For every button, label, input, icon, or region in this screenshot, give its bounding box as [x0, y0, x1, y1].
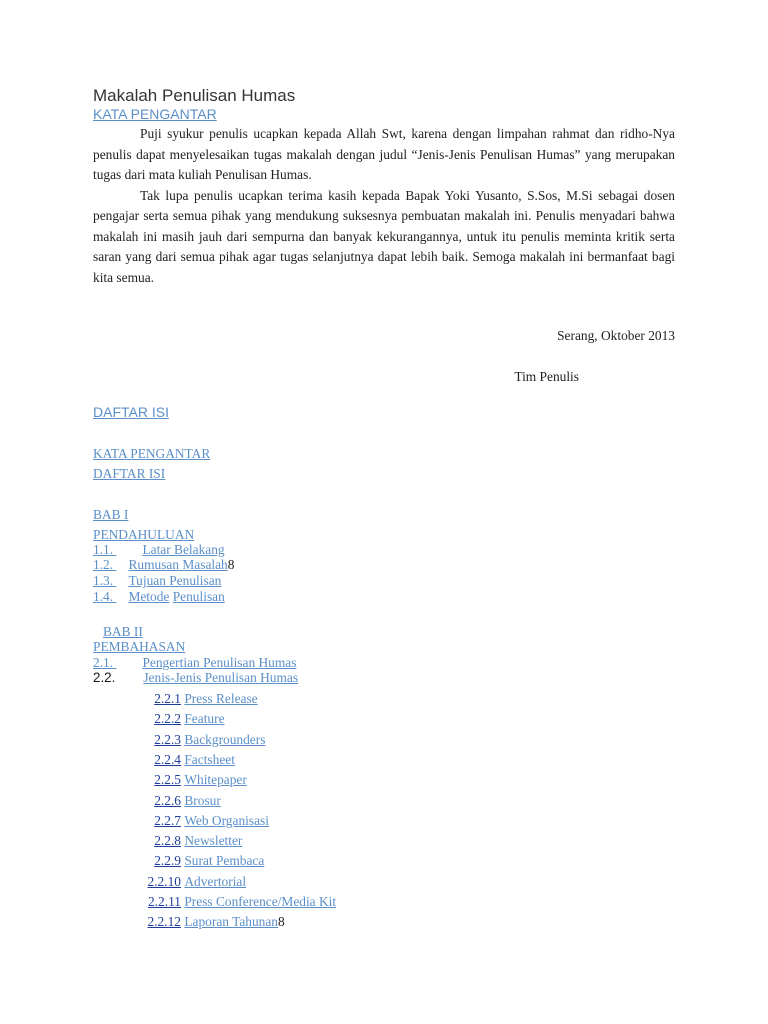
toc-sub-label[interactable]: Press Conference/Media Kit — [184, 894, 337, 909]
place-date: Serang, Oktober 2013 — [557, 328, 675, 343]
toc-page-1-2: 8 — [227, 557, 235, 572]
toc-sub-num[interactable]: 2.2.8 — [154, 833, 181, 849]
daftar-isi-heading-link[interactable]: DAFTAR ISI — [93, 404, 169, 420]
toc-sub-label[interactable]: Whitepaper — [184, 772, 247, 788]
toc-num-1-3[interactable]: 1.3. — [93, 573, 114, 588]
toc-sub-row[interactable] — [93, 691, 258, 707]
toc-sub-row[interactable] — [93, 711, 225, 727]
toc-sub-row[interactable] — [93, 833, 242, 849]
toc-label-2-1[interactable]: Pengertian Penulisan Humas — [142, 655, 297, 670]
toc-sub-row[interactable] — [93, 793, 221, 809]
toc-sub-label[interactable]: Backgrounders — [184, 731, 266, 747]
toc-sub-row[interactable] — [93, 752, 235, 768]
toc-row-2-1[interactable] — [93, 655, 296, 671]
toc-sub-label[interactable]: Laporan Tahunan — [184, 914, 278, 930]
toc-sub-row[interactable] — [93, 914, 285, 930]
author-signature: Tim Penulis — [514, 369, 579, 384]
toc-sub-row[interactable] — [93, 772, 247, 788]
toc-sub-row[interactable] — [93, 874, 246, 890]
toc-label-1-4b[interactable]: Penulisan — [172, 589, 225, 604]
toc-row-1-4[interactable] — [93, 589, 225, 605]
toc-sub-label[interactable]: Newsletter — [184, 833, 243, 849]
toc-sub-num[interactable]: 2.2.6 — [154, 792, 181, 808]
toc-sub-num[interactable]: 2.2.7 — [154, 812, 181, 828]
toc-row-1-3[interactable] — [93, 573, 221, 589]
toc-sub-label[interactable]: Press Release — [184, 691, 258, 706]
toc-sub-row[interactable] — [93, 894, 336, 910]
toc-sub-row[interactable] — [93, 853, 264, 869]
toc-kata-pengantar-link[interactable]: KATA PENGANTAR — [93, 446, 211, 461]
toc-num-1-1[interactable]: 1.1. — [93, 542, 114, 557]
toc-pembahasan-link[interactable]: PEMBAHASAN — [93, 639, 186, 654]
preface-paragraph-1: Puji syukur penulis ucapkan kepada Allah Swt, karena dengan limpahan rahmat dan ridho-Nya penulis dapat menyelesaikan tugas makalah dengan judul “Jenis-Jenis Penulisan Humas” yang merupakan tugas dari mata kuliah Penulisan Humas. — [93, 126, 675, 182]
toc-sub-num[interactable]: 2.2.2 — [154, 711, 181, 727]
toc-label-1-4a[interactable]: Metode — [128, 589, 170, 604]
toc-sub-num[interactable]: 2.2.3 — [154, 731, 181, 747]
toc-sub-num[interactable]: 2.2.4 — [154, 751, 181, 767]
toc-bab1-link[interactable]: BAB I — [93, 507, 129, 522]
toc-sub-num[interactable]: 2.2.12 — [147, 914, 181, 930]
toc-sub-label[interactable]: Brosur — [184, 792, 221, 808]
toc-sub-label[interactable]: Factsheet — [184, 751, 235, 767]
preface-paragraph-2: Tak lupa penulis ucapkan terima kasih kepada Bapak Yoki Yusanto, S.Sos, M.Si sebagai dosen pengajar serta semua pihak yang mendukung suksesnya pembuatan makalah ini. Penulis menyadari bahwa makalah ini masih jauh dari sempurna dan banyak kekurangannya, untuk itu penulis meminta kritik serta saran yang dari semua pihak agar tugas selanjutnya dapat lebih baik. Semoga makalah ini bermanfaat bagi kita semua. — [93, 187, 675, 285]
toc-sub-label[interactable]: Feature — [184, 711, 225, 727]
toc-num-1-2[interactable]: 1.2. — [93, 557, 114, 572]
toc-sub-num[interactable]: 2.2.11 — [148, 894, 181, 909]
toc-sub-label[interactable]: Advertorial — [184, 873, 247, 889]
toc-sub-num[interactable]: 2.2.10 — [147, 873, 181, 889]
kata-pengantar-heading-link[interactable]: KATA PENGANTAR — [93, 106, 217, 122]
toc-sub-num[interactable]: 2.2.1 — [154, 691, 181, 706]
toc-sub-label[interactable]: Web Organisasi — [184, 812, 269, 828]
toc-row-1-1[interactable] — [93, 542, 225, 558]
document-title: Makalah Penulisan Humas — [93, 86, 296, 105]
toc-num-2-1[interactable]: 2.1. — [93, 655, 114, 670]
toc-label-1-3[interactable]: Tujuan Penulisan — [128, 573, 222, 588]
preface-body — [93, 124, 675, 288]
toc-sub-num[interactable]: 2.2.9 — [154, 853, 181, 869]
toc-pendahuluan-link[interactable]: PENDAHULUAN — [93, 527, 195, 542]
toc-sub-row[interactable] — [93, 813, 269, 829]
toc-sub-row[interactable] — [93, 732, 265, 748]
toc-label-1-2[interactable]: Rumusan Masalah — [128, 557, 228, 572]
toc-label-1-1[interactable]: Latar Belakang — [142, 542, 225, 557]
toc-label-2-2[interactable]: Jenis-Jenis Penulisan Humas — [143, 670, 299, 685]
toc-sub-num[interactable]: 2.2.5 — [154, 772, 181, 788]
toc-row-2-2[interactable] — [93, 670, 298, 686]
toc-num-2-2: 2.2. — [93, 670, 116, 685]
toc-row-1-2[interactable] — [93, 557, 234, 573]
toc-daftar-isi-link[interactable]: DAFTAR ISI — [93, 466, 166, 481]
toc-num-1-4[interactable]: 1.4. — [93, 589, 114, 604]
toc-sub-label[interactable]: Surat Pembaca — [184, 853, 265, 869]
toc-bab2-link[interactable]: BAB II — [103, 624, 143, 639]
toc-sub-page: 8 — [278, 914, 285, 930]
